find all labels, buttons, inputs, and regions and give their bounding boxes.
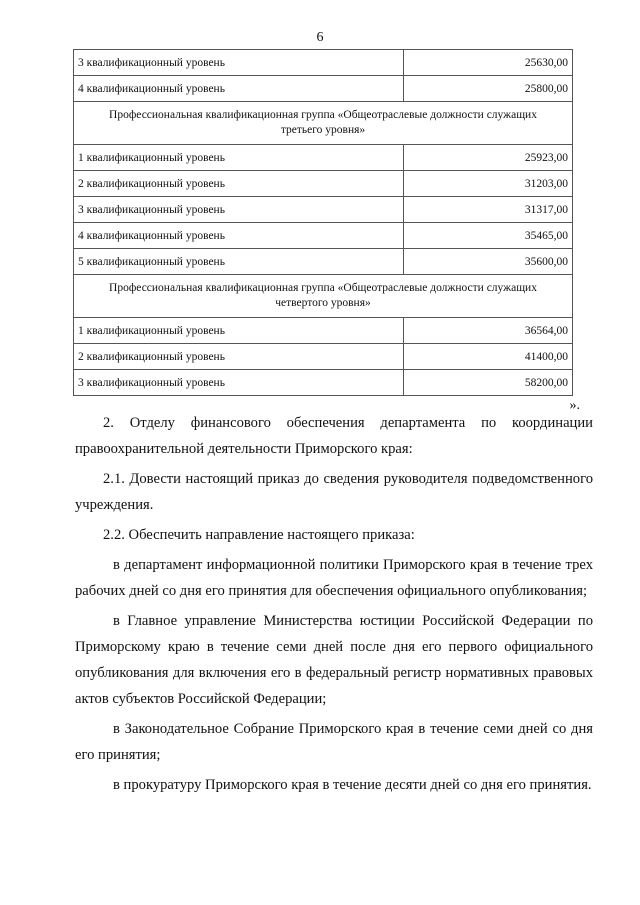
body-text: [75, 410, 593, 802]
table-row: [74, 318, 573, 344]
level-label: 5 квалификационный уровень: [74, 249, 404, 275]
paragraph-item-assembly: в Законодательное Собрание Приморского края в течение семи дней со дня его принятия;: [75, 721, 593, 763]
table-group-row: [74, 275, 573, 318]
level-label: 4 квалификационный уровень: [74, 76, 404, 102]
salary-value: 35465,00: [404, 223, 573, 249]
salary-value: 25630,00: [404, 50, 573, 76]
table-row: [74, 145, 573, 171]
paragraph-2-1: 2.1. Довести настоящий приказ до сведения руководителя подведомственного учреждения.: [75, 471, 593, 513]
paragraph-item-prosecutor: в прокуратуру Приморского края в течение десяти дней со дня его принятия.: [113, 777, 592, 793]
salary-value: 31203,00: [404, 171, 573, 197]
table-row: [74, 76, 573, 102]
salary-value: 25923,00: [404, 145, 573, 171]
salary-value: 31317,00: [404, 197, 573, 223]
table-row: [74, 370, 573, 396]
table-row: [74, 249, 573, 275]
level-label: 2 квалификационный уровень: [74, 171, 404, 197]
level-label: 3 квалификационный уровень: [74, 370, 404, 396]
table-row: [74, 50, 573, 76]
group-heading: Профессиональная квалификационная группа «Общеотраслевые должности служащих четвертого уровня»: [74, 275, 573, 318]
paragraph-item-justice: в Главное управление Министерства юстиции Российской Федерации по Приморскому краю в течение семи дней после дня его первого официального опубликования для включения его в федеральный регистр нормативных правовых актов субъектов Российской Федерации;: [75, 613, 593, 707]
table-row: [74, 171, 573, 197]
paragraph-2-2: 2.2. Обеспечить направление настоящего приказа:: [103, 527, 415, 543]
table-row: [74, 344, 573, 370]
salary-value: 35600,00: [404, 249, 573, 275]
table-row: [74, 197, 573, 223]
table-row: [74, 223, 573, 249]
level-label: 1 квалификационный уровень: [74, 145, 404, 171]
salary-value: 41400,00: [404, 344, 573, 370]
level-label: 2 квалификационный уровень: [74, 344, 404, 370]
level-label: 3 квалификационный уровень: [74, 197, 404, 223]
group-heading: Профессиональная квалификационная группа «Общеотраслевые должности служащих третьего уровня»: [74, 102, 573, 145]
level-label: 3 квалификационный уровень: [74, 50, 404, 76]
closing-quote: ».: [569, 398, 580, 413]
salary-value: 58200,00: [404, 370, 573, 396]
level-label: 4 квалификационный уровень: [74, 223, 404, 249]
salary-value: 36564,00: [404, 318, 573, 344]
paragraph-2: 2. Отделу финансового обеспечения департамента по координации правоохранительной деятельности Приморского края:: [75, 415, 593, 457]
salary-table: [73, 49, 573, 396]
paragraph-item-info-policy: в департамент информационной политики Приморского края в течение трех рабочих дней со дня его принятия для обеспечения официального опубликования;: [75, 557, 593, 599]
page-number: 6: [316, 30, 324, 45]
table-group-row: [74, 102, 573, 145]
salary-value: 25800,00: [404, 76, 573, 102]
level-label: 1 квалификационный уровень: [74, 318, 404, 344]
